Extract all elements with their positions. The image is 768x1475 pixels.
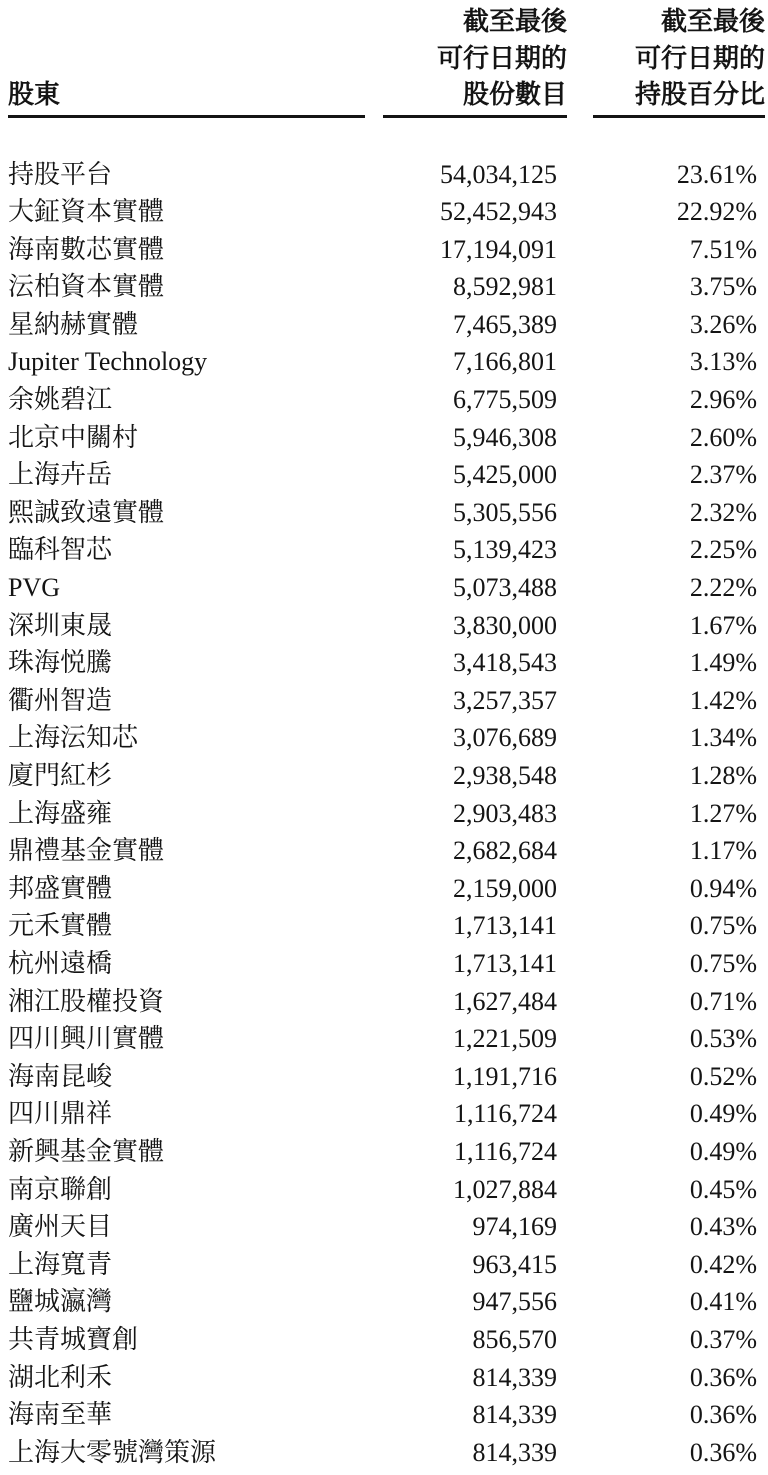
- shares-cell: 5,073,488: [453, 573, 557, 603]
- shares-cell: 814,339: [472, 1400, 557, 1430]
- shareholder-name-cell: 珠海悦騰: [8, 648, 113, 678]
- shares-cell: 8,592,981: [453, 272, 557, 302]
- percentage-cell: 2.25%: [689, 535, 757, 565]
- table-row: [8, 1020, 765, 1058]
- shareholder-name-cell: 上海盛雍: [8, 798, 113, 828]
- shares-cell: 1,713,141: [453, 911, 557, 941]
- percentage-cell: 0.49%: [689, 1136, 757, 1166]
- shares-cell: 5,305,556: [453, 497, 557, 527]
- shares-cell: 5,425,000: [453, 460, 557, 490]
- shareholder-name-cell: 熙誠致遠實體: [8, 497, 165, 527]
- percentage-cell: 0.71%: [689, 986, 757, 1016]
- table-row: [8, 832, 765, 870]
- shareholder-name-cell: 四川鼎祥: [8, 1099, 113, 1129]
- shares-cell: 1,027,884: [453, 1174, 557, 1204]
- col-header-percentage: [593, 4, 765, 118]
- percentage-cell: 0.36%: [689, 1362, 757, 1392]
- shareholder-name-cell: 上海大零號灣策源: [8, 1437, 217, 1467]
- table-row: [8, 231, 765, 269]
- col-header-shareholder: [8, 4, 365, 118]
- shares-cell: 6,775,509: [453, 385, 557, 415]
- table-row: [8, 1321, 765, 1359]
- percentage-cell: 2.32%: [689, 497, 757, 527]
- shares-cell: 3,257,357: [453, 685, 557, 715]
- col-header-shares-line-2: 可行日期的: [436, 43, 567, 73]
- shareholder-name-cell: 上海寬青: [8, 1249, 113, 1279]
- shares-cell: 1,116,724: [453, 1136, 557, 1166]
- table-row: [8, 156, 765, 194]
- percentage-cell: 0.36%: [689, 1437, 757, 1467]
- table-row: [8, 381, 765, 419]
- shareholder-name-cell: 杭州遠橋: [8, 948, 113, 978]
- shares-cell: 947,556: [472, 1287, 557, 1317]
- shares-cell: 3,418,543: [453, 648, 557, 678]
- table-row: [8, 1171, 765, 1209]
- shares-cell: 52,452,943: [440, 197, 557, 227]
- col-header-percentage-line-1: 截至最後: [660, 7, 765, 36]
- table-row: [8, 456, 765, 494]
- shareholder-name-cell: 四川興川實體: [8, 1024, 165, 1054]
- shares-cell: 2,682,684: [453, 836, 557, 866]
- shares-cell: 1,627,484: [453, 986, 557, 1016]
- table-row: [8, 1133, 765, 1171]
- shares-cell: 5,946,308: [453, 422, 557, 452]
- table-row: [8, 1246, 765, 1284]
- shareholder-name-cell: 上海卉岳: [8, 460, 113, 490]
- col-header-shares-line-3: 股份數目: [462, 80, 567, 109]
- shares-cell: 1,116,724: [453, 1099, 557, 1129]
- shares-cell: 3,076,689: [453, 723, 557, 753]
- table-body: [8, 156, 765, 1472]
- table-row: [8, 193, 765, 231]
- percentage-cell: 0.37%: [689, 1324, 757, 1354]
- col-header-shares: [383, 4, 567, 118]
- table-row: [8, 531, 765, 569]
- percentage-cell: 0.94%: [689, 873, 757, 903]
- shares-cell: 17,194,091: [440, 234, 557, 264]
- table-row: [8, 306, 765, 344]
- percentage-cell: 1.28%: [689, 761, 757, 790]
- shareholder-name-cell: 上海沄知芯: [8, 723, 139, 753]
- percentage-cell: 0.42%: [689, 1249, 757, 1279]
- shareholder-name-cell: 新興基金實體: [8, 1136, 165, 1166]
- table-row: [8, 1058, 765, 1096]
- percentage-cell: 2.37%: [689, 460, 757, 490]
- table-row: [8, 682, 765, 720]
- shares-cell: 7,465,389: [453, 309, 557, 339]
- column-gap: [365, 4, 383, 118]
- shareholder-name-cell: 湘江股權投資: [8, 986, 165, 1016]
- table-row: [8, 757, 765, 795]
- table-row: [8, 1208, 765, 1246]
- percentage-cell: 7.51%: [689, 234, 757, 264]
- percentage-cell: 0.36%: [689, 1400, 757, 1430]
- percentage-cell: 3.26%: [689, 309, 757, 339]
- shares-cell: 54,034,125: [440, 159, 557, 189]
- shareholder-name-cell: 廣州天目: [8, 1212, 113, 1242]
- percentage-cell: 0.75%: [689, 948, 757, 978]
- shares-cell: 2,159,000: [453, 873, 557, 903]
- shares-cell: 1,191,716: [453, 1061, 557, 1091]
- table-row: [8, 907, 765, 945]
- shareholder-name-cell: 星納赫實體: [8, 309, 139, 339]
- table-row: [8, 719, 765, 757]
- table-header: [8, 4, 765, 118]
- shareholder-name-cell: Jupiter Technology: [8, 347, 208, 377]
- shareholder-name-cell: 衢州智造: [8, 685, 113, 715]
- percentage-cell: 1.67%: [689, 610, 757, 640]
- percentage-cell: 1.49%: [689, 648, 757, 678]
- percentage-cell: 1.17%: [689, 836, 757, 866]
- percentage-cell: 0.45%: [689, 1174, 757, 1204]
- percentage-cell: 0.49%: [689, 1099, 757, 1129]
- shares-cell: 2,903,483: [453, 798, 557, 828]
- table-row: [8, 343, 765, 381]
- shareholder-name-cell: 北京中關村: [8, 422, 139, 452]
- shares-cell: 814,339: [472, 1437, 557, 1467]
- table-row: [8, 1396, 765, 1434]
- table-row: [8, 569, 765, 607]
- column-gap: [567, 4, 593, 118]
- shareholder-name-cell: 湖北利禾: [8, 1362, 113, 1392]
- percentage-cell: 1.42%: [689, 685, 757, 715]
- percentage-cell: 1.34%: [689, 723, 757, 753]
- shares-cell: 1,221,509: [453, 1024, 557, 1054]
- percentage-cell: 0.41%: [689, 1287, 757, 1317]
- shareholder-name-cell: 海南昆峻: [8, 1061, 113, 1091]
- shareholder-name-cell: 大鉦資本實體: [8, 197, 165, 227]
- shareholder-name-cell: 臨科智芯: [8, 535, 113, 565]
- shares-cell: 974,169: [472, 1212, 557, 1242]
- shareholder-name-cell: 鹽城瀛灣: [8, 1287, 113, 1317]
- shares-cell: 814,339: [472, 1362, 557, 1392]
- percentage-cell: 0.53%: [689, 1024, 757, 1054]
- percentage-cell: 2.22%: [689, 573, 757, 603]
- shareholder-name-cell: 沄柏資本實體: [8, 272, 165, 302]
- percentage-cell: 0.52%: [689, 1061, 757, 1091]
- table-row: [8, 945, 765, 983]
- shareholder-name-cell: 廈門紅杉: [8, 761, 113, 790]
- table-row: [8, 607, 765, 645]
- shares-cell: 963,415: [472, 1249, 557, 1279]
- percentage-cell: 1.27%: [689, 798, 757, 828]
- shares-cell: 2,938,548: [453, 761, 557, 790]
- percentage-cell: 0.75%: [689, 911, 757, 941]
- shares-cell: 3,830,000: [453, 610, 557, 640]
- shareholder-name-cell: 邦盛實體: [8, 873, 113, 903]
- shareholder-name-cell: 持股平台: [8, 159, 113, 189]
- percentage-cell: 22.92%: [676, 197, 757, 227]
- table-row: [8, 419, 765, 457]
- col-header-shareholder-label: 股東: [8, 80, 61, 109]
- percentage-cell: 3.13%: [689, 347, 757, 377]
- shareholder-name-cell: 海南數芯實體: [8, 234, 165, 264]
- table-row: [8, 494, 765, 532]
- shareholder-name-cell: 海南至華: [8, 1400, 113, 1430]
- table-row: [8, 870, 765, 908]
- shares-cell: 1,713,141: [453, 948, 557, 978]
- shares-cell: 856,570: [472, 1324, 557, 1354]
- percentage-cell: 23.61%: [676, 159, 757, 189]
- shareholder-name-cell: PVG: [8, 573, 61, 603]
- percentage-cell: 2.96%: [689, 385, 757, 415]
- shareholder-name-cell: 深圳東晟: [8, 610, 113, 640]
- table-row: [8, 268, 765, 306]
- percentage-cell: 0.43%: [689, 1212, 757, 1242]
- table-row: [8, 1434, 765, 1472]
- table-row: [8, 1283, 765, 1321]
- percentage-cell: 3.75%: [689, 272, 757, 302]
- percentage-cell: 2.60%: [689, 422, 757, 452]
- table-row: [8, 644, 765, 682]
- shareholder-name-cell: 余姚碧江: [8, 385, 113, 415]
- shareholder-name-cell: 南京聯創: [8, 1174, 113, 1204]
- shares-cell: 7,166,801: [453, 347, 557, 377]
- shareholder-name-cell: 元禾實體: [8, 911, 113, 941]
- col-header-shares-line-1: 截至最後: [462, 7, 567, 36]
- table-row: [8, 983, 765, 1021]
- col-header-percentage-line-3: 持股百分比: [634, 80, 765, 109]
- shares-cell: 5,139,423: [453, 535, 557, 565]
- table-row: [8, 1359, 765, 1397]
- table-row: [8, 1095, 765, 1133]
- shareholder-name-cell: 共青城寶創: [8, 1324, 139, 1354]
- col-header-percentage-line-2: 可行日期的: [634, 43, 765, 73]
- shareholder-name-cell: 鼎禮基金實體: [8, 836, 165, 866]
- table-row: [8, 795, 765, 833]
